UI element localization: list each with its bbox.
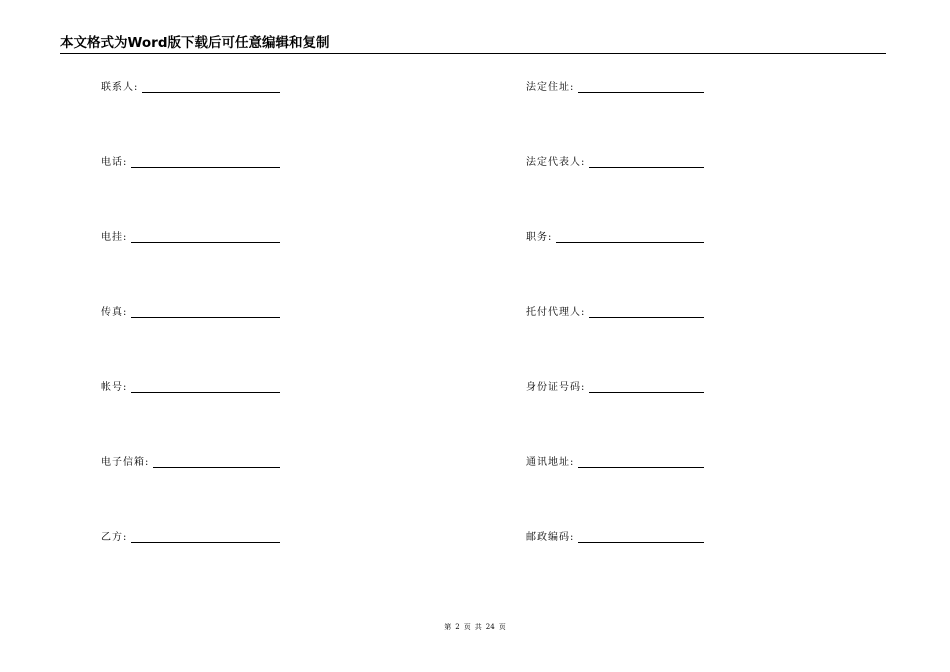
fill-in-line[interactable] — [131, 242, 280, 243]
field-position — [526, 228, 704, 244]
fill-in-line[interactable] — [578, 467, 704, 468]
footer-page-number: 2 — [455, 623, 460, 631]
fill-in-line[interactable] — [589, 317, 704, 318]
fill-in-line[interactable] — [131, 542, 280, 543]
field-account — [101, 378, 280, 394]
field-telegraph — [101, 228, 280, 244]
footer-page-word: 页 — [463, 623, 471, 631]
field-label: 邮政编码: — [526, 532, 575, 543]
field-label: 电话: — [101, 157, 128, 168]
footer-total-pages: 24 — [485, 623, 495, 631]
field-contact-person — [101, 78, 280, 94]
field-label: 职务: — [526, 232, 553, 243]
field-party-b — [101, 528, 280, 544]
field-label: 传真: — [101, 307, 128, 318]
page-footer — [0, 622, 950, 632]
fill-in-line[interactable] — [578, 92, 704, 93]
field-label: 电子信箱: — [101, 457, 150, 468]
field-authorized-agent — [526, 303, 704, 319]
fill-in-line[interactable] — [131, 167, 280, 168]
field-legal-representative — [526, 153, 704, 169]
field-label: 托付代理人: — [526, 307, 586, 318]
field-label: 法定代表人: — [526, 157, 586, 168]
field-label: 身份证号码: — [526, 382, 586, 393]
field-email — [101, 453, 280, 469]
fill-in-line[interactable] — [589, 167, 704, 168]
field-label: 法定住址: — [526, 82, 575, 93]
field-postal-code — [526, 528, 704, 544]
field-mailing-address — [526, 453, 704, 469]
field-fax — [101, 303, 280, 319]
fill-in-line[interactable] — [556, 242, 704, 243]
fill-in-line[interactable] — [131, 392, 280, 393]
footer-prefix: 第 — [444, 623, 452, 631]
fill-in-line[interactable] — [142, 92, 280, 93]
field-label: 联系人: — [101, 82, 139, 93]
header-title: 本文格式为Word版下载后可任意编辑和复制 — [60, 35, 330, 51]
field-id-number — [526, 378, 704, 394]
field-label: 帐号: — [101, 382, 128, 393]
field-label: 电挂: — [101, 232, 128, 243]
field-label: 通讯地址: — [526, 457, 575, 468]
footer-total-word: 共 — [474, 623, 482, 631]
field-label: 乙方: — [101, 532, 128, 543]
fill-in-line[interactable] — [578, 542, 704, 543]
field-legal-address — [526, 78, 704, 94]
fill-in-line[interactable] — [153, 467, 280, 468]
footer-suffix: 页 — [498, 623, 506, 631]
page-header — [60, 34, 886, 54]
fill-in-line[interactable] — [131, 317, 280, 318]
fill-in-line[interactable] — [589, 392, 704, 393]
field-phone — [101, 153, 280, 169]
